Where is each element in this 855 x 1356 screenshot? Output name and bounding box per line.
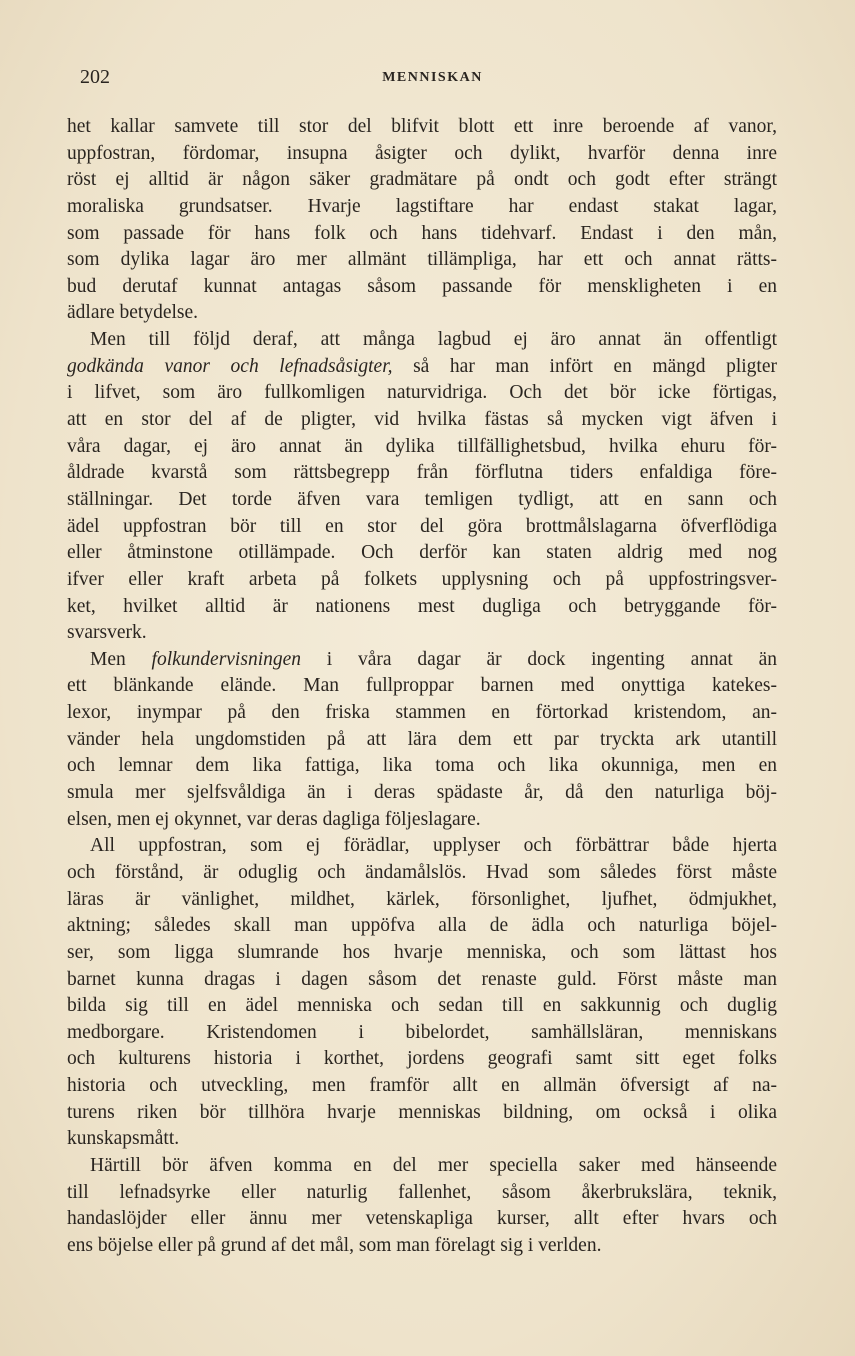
text-line: [67, 780, 777, 807]
text-line: [67, 434, 777, 461]
text-line: [67, 1153, 777, 1180]
line-text: läras är vänlighet, mildhet, kärlek, försonlighet, ljufhet, ödmjukhet,: [67, 888, 777, 910]
text-line: [67, 1046, 777, 1073]
line-text: i lifvet, som äro fullkomligen naturvidriga. Och det bör icke förtigas,: [67, 382, 777, 404]
text-line: [67, 594, 777, 621]
line-text: svarsverk.: [67, 622, 147, 644]
line-text: barnet kunna dragas i dagen såsom det renaste guld. Först måste man: [67, 968, 777, 990]
text-line: [67, 967, 777, 994]
line-text: ifver eller kraft arbeta på folkets upplysning och på uppfostringsver-: [67, 568, 777, 590]
text-line: [67, 327, 777, 354]
line-text: och lemnar dem lika fattiga, lika toma och lika okunniga, men en: [67, 755, 777, 777]
line-text: ställningar. Det torde äfven vara temligen tydligt, att en sann och: [67, 488, 777, 510]
line-text: att en stor del af de pligter, vid hvilka fästas så mycken vigt äfven i: [67, 409, 777, 431]
text-line: [67, 514, 777, 541]
line-text: historia och utveckling, men framför allt en allmän öfversigt af na-: [67, 1075, 777, 1097]
line-text: bilda sig till en ädel menniska och sedan till en sakkunnig och duglig: [67, 995, 777, 1017]
line-text: som passade för hans folk och hans tidehvarf. Endast i den mån,: [67, 222, 777, 244]
text-line: [67, 247, 777, 274]
line-text: lexor, inympar på den friska stammen en förtorkad kristendom, an-: [67, 702, 777, 724]
text-line: [67, 753, 777, 780]
line-text: Härtill bör äfven komma en del mer speciella saker med hänseende: [90, 1154, 777, 1176]
text-line: [67, 1126, 777, 1153]
text-line: [67, 860, 777, 887]
text-line: [67, 647, 777, 674]
text-line: [67, 673, 777, 700]
line-text: Men till följd deraf, att många lagbud ej äro annat än offentligt: [90, 329, 777, 351]
line-text: ens böjelse eller på grund af det mål, som man förelagt sig i verlden.: [67, 1234, 602, 1256]
text-line: [67, 1206, 777, 1233]
line-text: het kallar samvete till stor del blifvit blott ett inre beroende af vanor,: [67, 116, 777, 137]
line-text: så har man infört en mängd pligter: [392, 355, 777, 377]
text-line: [67, 887, 777, 914]
text-line: [67, 1073, 777, 1100]
text-line: [67, 540, 777, 567]
text-line: [67, 727, 777, 754]
text-line: [67, 141, 777, 168]
line-text: medborgare. Kristendomen i bibelordet, samhällsläran, menniskans: [67, 1021, 777, 1043]
line-text: ädlare betydelse.: [67, 302, 199, 324]
running-head: MENNISKAN: [382, 70, 483, 85]
line-text: moraliska grundsatser. Hvarje lagstiftare har endast stakat lagar,: [67, 195, 777, 217]
line-text: uppfostran, fördomar, insupna åsigter och dylikt, hvarför denna inre: [67, 142, 777, 164]
line-text: ett blänkande elände. Man fullproppar barnen med onyttiga katekes-: [67, 675, 777, 697]
text-line: [67, 1020, 777, 1047]
body-text: [67, 114, 777, 1260]
text-line: [67, 567, 777, 594]
line-text: eller åtminstone otillämpade. Och derför kan staten aldrig med nog: [67, 542, 777, 564]
line-text: röst ej alltid är någon säker gradmätare på ondt och godt efter strängt: [67, 169, 777, 191]
line-text: ädel uppfostran bör till en stor del göra brottmålslagarna öfverflödiga: [67, 515, 777, 537]
line-text: ket, hvilket alltid är nationens mest dugliga och betryggande för-: [67, 595, 777, 617]
text-line: [67, 1180, 777, 1207]
text-line: [67, 1100, 777, 1127]
text-line: [67, 620, 777, 647]
line-text: och kulturens historia i korthet, jordens geografi samt sitt eget folks: [67, 1048, 777, 1070]
line-text: och förstånd, är oduglig och ändamålslös. Hvad som således först måste: [67, 861, 777, 883]
text-line: [67, 114, 777, 141]
line-text: All uppfostran, som ej förädlar, upplyser och förbättrar både hjerta: [90, 835, 777, 857]
line-text: smula mer sjelfsvåldiga än i deras spädaste år, då den naturliga böj-: [67, 782, 777, 804]
line-text: åldrade kvarstå som rättsbegrepp från förflutna tiders enfaldiga före-: [67, 462, 777, 484]
line-text: till lefnadsyrke eller naturlig fallenhet, såsom åkerbrukslära, teknik,: [67, 1181, 777, 1203]
page-number: 202: [80, 66, 110, 88]
line-text: elsen, men ej okynnet, var deras dagliga följeslagare.: [67, 808, 481, 830]
text-line: [67, 807, 777, 834]
text-line: [67, 700, 777, 727]
text-line: [67, 221, 777, 248]
text-line: [67, 380, 777, 407]
italic-phrase: godkända vanor och lefnadsåsigter,: [67, 355, 393, 377]
text-line: [67, 1233, 777, 1260]
text-line: [67, 274, 777, 301]
text-line: [67, 940, 777, 967]
line-text: ser, som ligga slumrande hos hvarje menniska, och som lättast hos: [67, 941, 777, 963]
page-header: [80, 66, 785, 96]
line-text: kunskapsmått.: [67, 1128, 180, 1150]
text-line: [67, 407, 777, 434]
italic-phrase: folkundervisningen: [151, 648, 302, 670]
line-text: vänder hela ungdomstiden på att lära dem ett par tryckta ark utantill: [67, 728, 777, 750]
line-text: Men: [90, 648, 152, 670]
text-line: [67, 487, 777, 514]
line-text: turens riken bör tillhöra hvarje menniskas bildning, om också i olika: [67, 1101, 777, 1123]
text-line: [67, 460, 777, 487]
line-text: i våra dagar är dock ingenting annat än: [301, 648, 777, 670]
text-line: [67, 913, 777, 940]
text-line: [67, 194, 777, 221]
text-line: [67, 167, 777, 194]
line-text: som dylika lagar äro mer allmänt tillämpliga, har ett och annat rätts-: [67, 249, 777, 271]
text-line: [67, 993, 777, 1020]
text-line: [67, 354, 777, 381]
line-text: aktning; således skall man uppöfva alla de ädla och naturliga böjel-: [67, 915, 777, 937]
line-text: våra dagar, ej äro annat än dylika tillfällighetsbud, hvilka ehuru för-: [67, 435, 777, 457]
text-line: [67, 300, 777, 327]
line-text: handaslöjder eller ännu mer vetenskapliga kurser, allt efter hvars och: [67, 1208, 777, 1230]
text-line: [67, 833, 777, 860]
line-text: bud derutaf kunnat antagas såsom passande för menskligheten i en: [67, 275, 777, 297]
